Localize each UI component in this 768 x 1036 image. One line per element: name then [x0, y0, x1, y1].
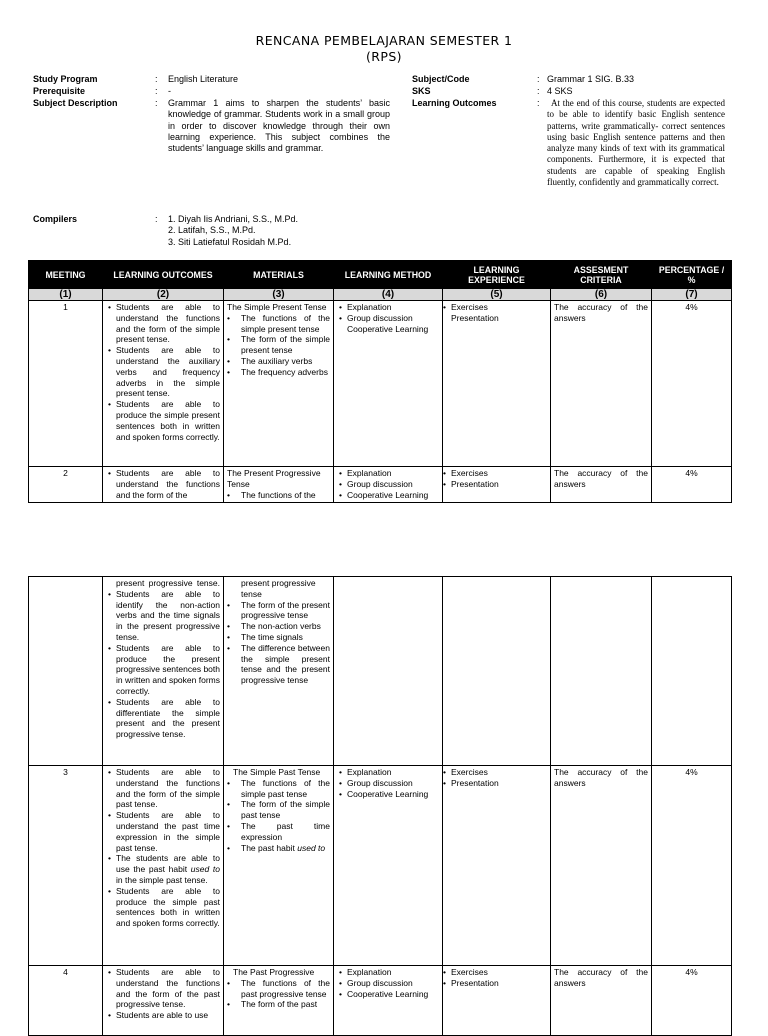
percentage-cell: 4% [652, 966, 732, 1036]
learning-outcomes-value: At the end of this course, students are expected to be able to identify basic English sentence patterns, write grammatically- correct sentences using basic English sentence patterns and then analyze many kinds of text with its grammatical components. Furthermore, it is expected that students are capable of speaking English fluently, confidently and grammatically correct. [547, 98, 725, 188]
header-assesment-criteria: ASSESMENT CRITERIA [551, 261, 652, 289]
learning-outcomes-cell [103, 577, 224, 766]
column-number: (4) [334, 289, 443, 301]
colon: : [155, 86, 158, 96]
outcome-item: • Students are able to identify the non-action verbs and the time signals in the present progressive tense. [116, 589, 220, 643]
subject-description-value: Grammar 1 aims to sharpen the students’ basic knowledge of grammar. Students work in a small group in order to discover knowledge through their own learning experience. This subject combines the students’ language skills and grammar. [168, 98, 390, 154]
material-item: • The form of the present progressive tense [241, 600, 330, 622]
materials-cell [224, 467, 334, 503]
assesment-criteria-cell [551, 577, 652, 766]
method-item: Cooperative Learning [347, 323, 429, 334]
material-item: • The form of the simple past tense [241, 799, 330, 821]
subject-code-label: Subject/Code [412, 74, 470, 84]
learning-outcomes-label: Learning Outcomes [412, 98, 497, 108]
learning-outcomes-cell [103, 467, 224, 503]
percentage-cell: 4% [652, 301, 732, 467]
material-item: • The form of the simple present tense [241, 334, 330, 356]
learning-method-cell [334, 766, 443, 966]
method-item: • Cooperative Learning [347, 490, 439, 501]
learning-outcomes-cell [103, 966, 224, 1036]
materials-cell [224, 301, 334, 467]
table-row [29, 766, 732, 966]
header-percentage: PERCENTAGE / % [652, 261, 732, 289]
column-number: (5) [443, 289, 551, 301]
learning-experience-cell [443, 301, 551, 467]
material-item: • The past time expression [241, 821, 330, 843]
assesment-criteria-cell: The accuracy of the answers [551, 301, 652, 467]
outcome-italic-text: used to [190, 864, 220, 875]
colon: : [537, 86, 540, 96]
column-number: (6) [551, 289, 652, 301]
column-number-row [29, 289, 732, 301]
outcome-item: • Students are able to understand the auxiliary verbs and frequency adverbs in the simple present tense. [116, 345, 220, 399]
method-item: • Explanation [347, 468, 439, 479]
material-continuation: present progressive tense [241, 578, 316, 599]
compilers-list [168, 214, 298, 248]
experience-item: Presentation [451, 312, 499, 323]
column-number: (7) [652, 289, 732, 301]
column-number: (1) [29, 289, 103, 301]
outcome-text: in the simple past tense. [116, 874, 208, 885]
experience-item: • Presentation [451, 479, 547, 490]
outcome-item: • Students are able to understand the past time expression in the simple past tense. [116, 810, 220, 853]
material-italic-text: used to [297, 842, 326, 853]
table-row [29, 966, 732, 1036]
meeting-number: 2 [29, 467, 103, 503]
study-program-value: English Literature [168, 74, 239, 84]
materials-cell [224, 966, 334, 1036]
compiler-item: 3. Siti Latiefatul Rosidah M.Pd. [168, 236, 292, 247]
meeting-number [29, 577, 103, 766]
materials-cell [224, 577, 334, 766]
materials-title: The Simple Past Tense [233, 767, 321, 777]
percentage-cell [652, 577, 732, 766]
material-item: • The functions of the past progressive tense [241, 978, 330, 1000]
material-item: • The functions of the [241, 490, 330, 501]
outcome-item: • Students are able to produce the simple past sentences both in written and spoken forms correctly. [116, 886, 220, 929]
prerequisite-value: - [168, 86, 171, 96]
header-learning-outcomes: LEARNING OUTCOMES [103, 261, 224, 289]
outcome-continuation: present progressive tense. [116, 578, 220, 588]
meeting-number: 4 [29, 966, 103, 1036]
learning-method-cell [334, 577, 443, 766]
experience-item: • Presentation [451, 978, 547, 989]
material-item: • The time signals [241, 632, 330, 643]
assesment-criteria-cell: The accuracy of the answers [551, 766, 652, 966]
material-item: • The functions of the simple present tense [241, 313, 330, 335]
sks-value: 4 SKS [547, 86, 573, 96]
study-program-label: Study Program [33, 74, 98, 84]
outcome-item: • Students are able to understand the functions and the form of the past progressive tense. [116, 967, 220, 1010]
learning-experience-cell [443, 577, 551, 766]
title-line-2: (RPS) [366, 49, 402, 64]
material-text: The past habit [241, 842, 295, 853]
prerequisite-label: Prerequisite [33, 86, 86, 96]
outcome-item: • Students are able to understand the functions and the form of the [116, 468, 220, 500]
method-item: • Explanation [347, 767, 439, 778]
course-info [0, 0, 768, 260]
method-item: • Group discussion [347, 313, 439, 324]
compilers-label: Compilers [33, 214, 78, 224]
learning-outcomes-cell [103, 766, 224, 966]
material-item [241, 843, 330, 854]
column-number: (2) [103, 289, 224, 301]
table-header-row [29, 261, 732, 289]
header-learning-experience: LEARNING EXPERIENCE [443, 261, 551, 289]
meeting-number: 3 [29, 766, 103, 966]
material-item: • The auxiliary verbs [241, 356, 330, 367]
outcome-item: • Students are able to produce the present progressive sentences both in written and spoken forms correctly. [116, 643, 220, 697]
colon: : [155, 214, 158, 224]
rps-table [28, 260, 732, 503]
method-item: • Explanation [347, 967, 439, 978]
percentage-cell: 4% [652, 766, 732, 966]
method-item: • Cooperative Learning [347, 989, 439, 1000]
learning-method-cell [334, 966, 443, 1036]
method-item: • Cooperative Learning [347, 789, 439, 800]
learning-experience-cell [443, 766, 551, 966]
outcome-item: • Students are able to use [116, 1010, 220, 1021]
sks-label: SKS [412, 86, 431, 96]
materials-title: The Simple Present Tense [227, 302, 327, 312]
header-learning-method: LEARNING METHOD [334, 261, 443, 289]
table-row [29, 577, 732, 766]
subject-description-label: Subject Description [33, 98, 118, 108]
experience-item: • Exercises [451, 767, 547, 778]
header-materials: MATERIALS [224, 261, 334, 289]
method-item: • Group discussion [347, 479, 439, 490]
outcome-item: • Students are able to understand the functions and the form of the simple present tense. [116, 302, 220, 345]
rps-table-continued [28, 576, 732, 1036]
experience-item: • Exercises [451, 967, 547, 978]
experience-item: • Exercises [451, 468, 547, 479]
material-item: • The frequency adverbs [241, 367, 330, 378]
subject-code-value: Grammar 1 SIG. B.33 [547, 74, 635, 84]
column-number: (3) [224, 289, 334, 301]
meeting-number: 1 [29, 301, 103, 467]
learning-method-cell [334, 301, 443, 467]
method-item: • Explanation [347, 302, 439, 313]
experience-item: • Presentation [451, 778, 547, 789]
outcome-text: The students are able to use the past habit [116, 853, 220, 875]
materials-title: The Past Progressive [233, 967, 315, 977]
material-item: • The functions of the simple past tense [241, 778, 330, 800]
material-item: • The non-action verbs [241, 621, 330, 632]
outcome-item [116, 853, 220, 885]
table-row [29, 301, 732, 467]
table-row [29, 467, 732, 503]
assesment-criteria-cell: The accuracy of the answers [551, 467, 652, 503]
learning-outcomes-cell [103, 301, 224, 467]
materials-cell [224, 766, 334, 966]
assesment-criteria-cell: The accuracy of the answers [551, 966, 652, 1036]
compiler-item: 1. Diyah Iis Andriani, S.S., M.Pd. [168, 214, 299, 224]
colon: : [537, 98, 540, 108]
title-line-1: RENCANA PEMBELAJARAN SEMESTER 1 [255, 33, 513, 48]
materials-title: The Present Progressive Tense [227, 468, 321, 489]
colon: : [537, 74, 540, 84]
outcome-item: • Students are able to understand the functions and the form of the simple past tense. [116, 767, 220, 810]
percentage-cell: 4% [652, 467, 732, 503]
compiler-item: 2. Latifah, S.S., M.Pd. [168, 225, 256, 236]
colon: : [155, 98, 158, 108]
colon: : [155, 74, 158, 84]
method-item: • Group discussion [347, 778, 439, 789]
experience-item: • Exercises [451, 302, 547, 313]
method-item: • Group discussion [347, 978, 439, 989]
header-meeting: MEETING [29, 261, 103, 289]
learning-experience-cell [443, 467, 551, 503]
outcome-item: • Students are able to produce the simple present sentences both in written and spoken forms correctly. [116, 399, 220, 442]
learning-method-cell [334, 467, 443, 503]
material-item: • The difference between the simple present tense and the present progressive tense [241, 643, 330, 686]
outcome-item: • Students are able to differentiate the simple present and the present progressive tense. [116, 697, 220, 740]
material-item: • The form of the past [241, 999, 330, 1010]
learning-experience-cell [443, 966, 551, 1036]
